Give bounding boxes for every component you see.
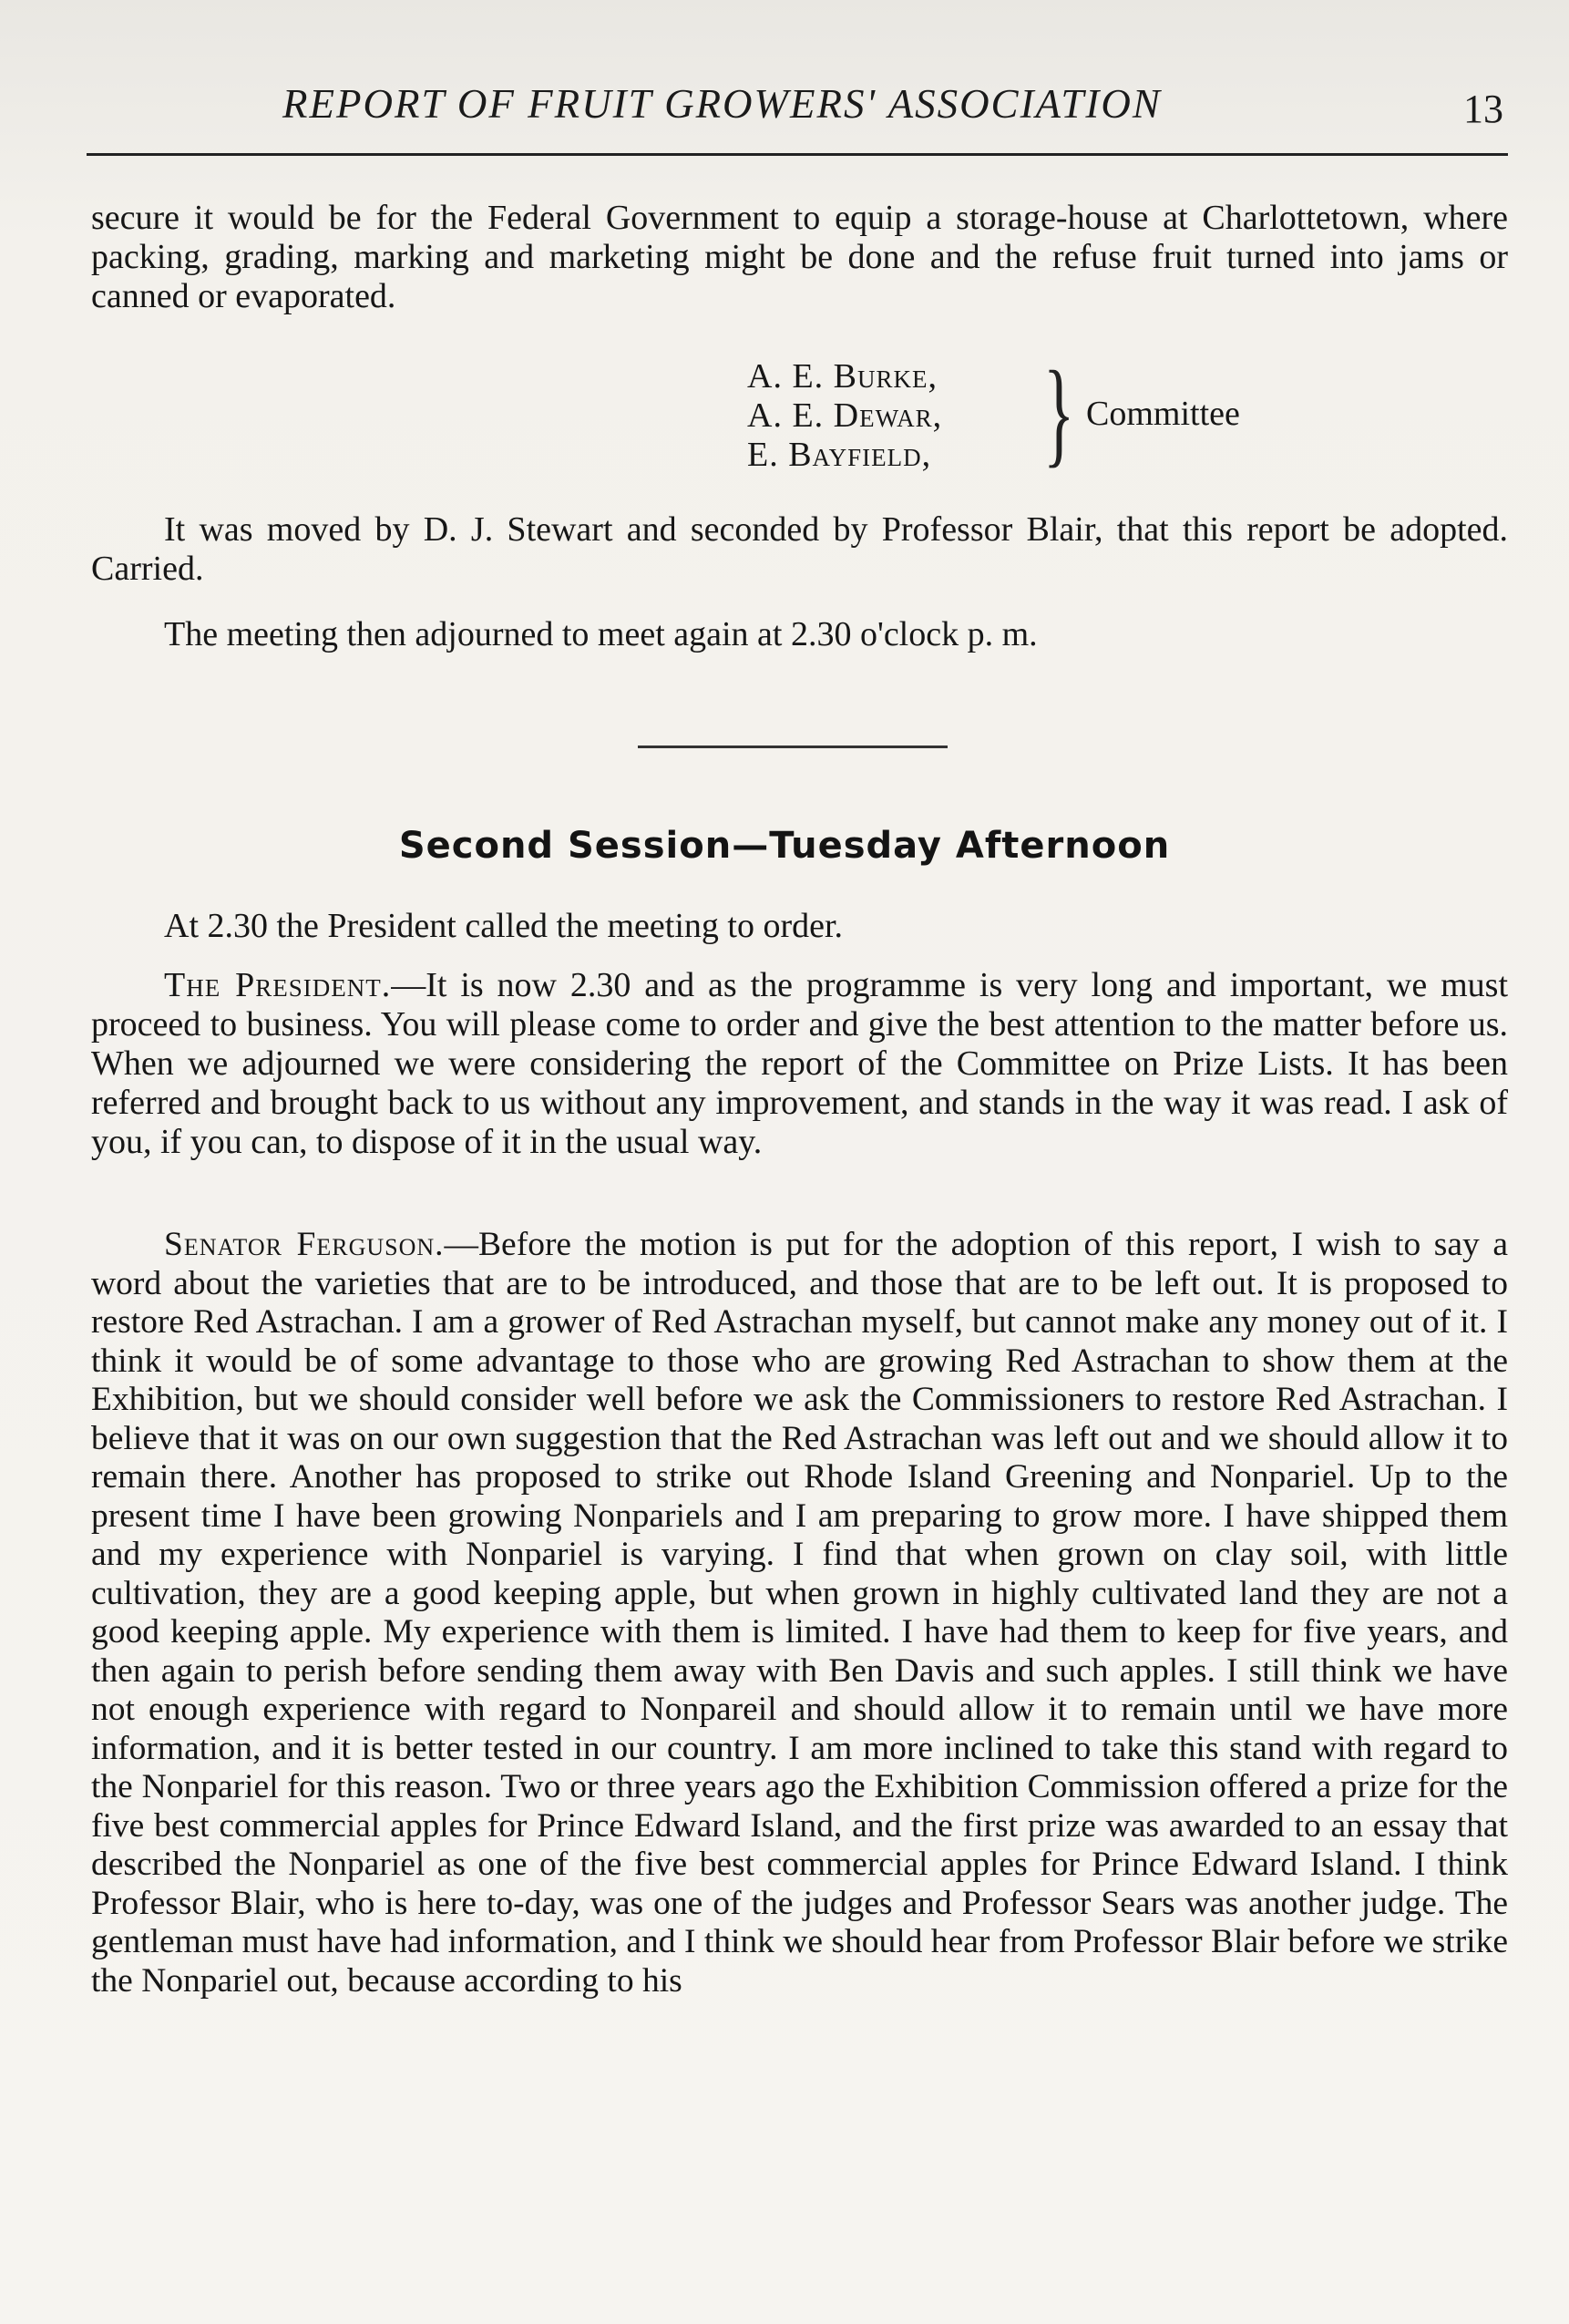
adjourn-paragraph: The meeting then adjourned to meet again at 2.30 o'clock p. m. — [164, 615, 1038, 653]
running-title: REPORT OF FRUIT GROWERS' ASSOCIATION — [282, 81, 1162, 127]
speaker-name: The President. — [164, 966, 392, 1004]
committee-member: A. E. Dewar, — [747, 396, 943, 435]
section-divider — [638, 746, 948, 748]
call-to-order: At 2.30 the President called the meeting to order. — [164, 907, 844, 945]
committee-member: A. E. Burke, — [747, 357, 938, 396]
running-header — [91, 75, 1513, 139]
opening-paragraph: secure it would be for the Federal Government to equip a storage-house at Charlottetown, where packing, grading, marking and marketing might be done and the refuse fruit turned into jams or canned or evaporated. — [91, 199, 1508, 315]
header-rule — [87, 153, 1508, 156]
ferguson-speech — [91, 1226, 1508, 2000]
page-number: 13 — [1463, 87, 1503, 131]
section-heading: Second Session—Tuesday Afternoon — [398, 825, 1171, 867]
motion-paragraph: It was moved by D. J. Stewart and seconded by Professor Blair, that this report be adopted. Carried. — [91, 510, 1508, 588]
speech-text: —It is now 2.30 and as the programme is very long and important, we must proceed to business. You will please come to order and give the best attention to the matter before us. When we adjourned we were considering the report of the Committee on Prize Lists. It has been referred and brought back to us without any improvement, and stands in the way it was read. I ask of you, if you can, to dispose of it in the usual way. — [91, 966, 1508, 1161]
committee-member: E. Bayfield, — [747, 436, 932, 474]
committee-brace: } — [1043, 347, 1075, 478]
committee-label: Committee — [1086, 395, 1240, 433]
committee-signatures — [747, 357, 942, 475]
president-speech — [91, 966, 1508, 1162]
speech-text: —Before the motion is put for the adoption of this report, I wish to say a word about the varieties that are to be introduced, and those that are to be left out. It is proposed to restore Red Astrachan. I am a grower of Red Astrachan myself, but cannot make any money out of it. I think it would be of some advantage to those who are growing Red Astrachan to show them at the Exhibition, but we should consider well before we ask the Commissioners to restore Red Astrachan. I believe that it was on our own suggestion that the Red Astrachan was left out and we should allow it to remain there. Another has proposed to strike out Rhode Island Greening and Nonpariel. Up to the present time I have been growing Nonpariels and I am preparing to grow more. I have shipped them and my experience with Nonpariel is varying. I find that when grown on clay soil, with little cultivation, they are a good keeping apple, but when grown in highly cultivated land they are not a good keeping apple. My experience with them is limited. I have had them to keep for five years, and then again to perish before sending them away with Ben Davis and such apples. I still think we have not enough experience with regard to Nonpareil and should allow it to remain until we have more information, and it is better tested in our country. I am more inclined to take this stand with regard to the Nonpariel for this reason. Two or three years ago the Exhibition Commission offered a prize for the five best commercial apples for Prince Edward Island, and the first prize was awarded to an essay that described the Nonpariel as one of the five best commercial apples for Prince Edward Island. I think Professor Blair, who is here to-day, was one of the judges and Professor Sears was another judge. The gentleman must have had information, and I think we should hear from Professor Blair before we strike the Nonpariel out, because according to his — [91, 1226, 1508, 2000]
speaker-name: Senator Ferguson. — [164, 1226, 445, 1263]
